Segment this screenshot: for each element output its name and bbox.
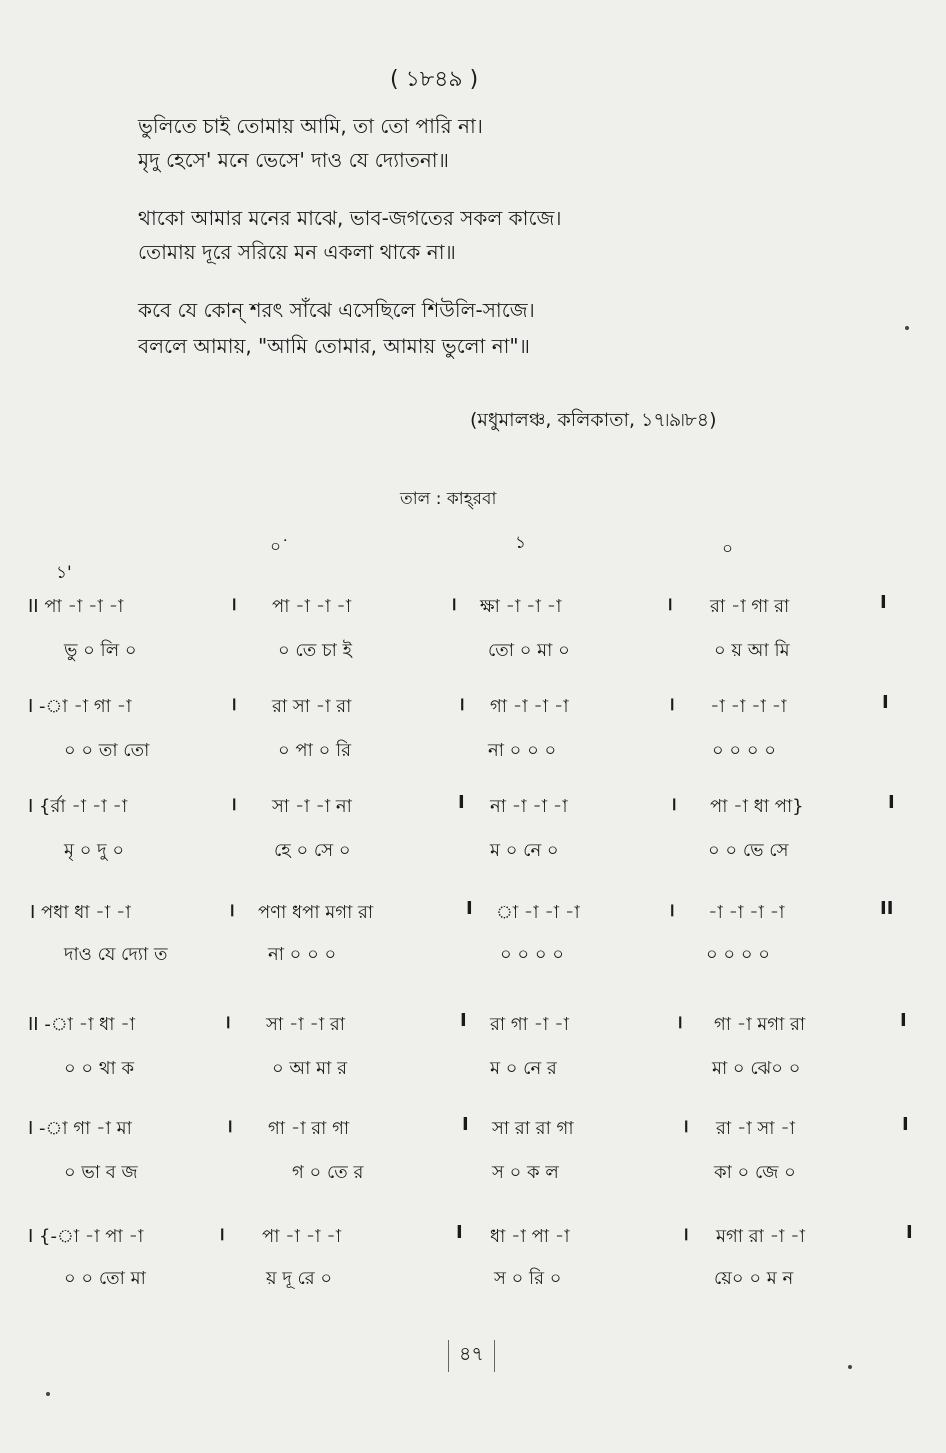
bar-line: I xyxy=(902,1114,909,1135)
swara-bar: না -া -া -া xyxy=(490,796,568,817)
bar-line: I xyxy=(880,592,887,613)
lyric-line: ভুলিতে চাই তোমায় আমি, তা তো পারি না। xyxy=(138,114,483,138)
swara-bar: সা -া -া না xyxy=(272,796,352,817)
syllables: ০ ০ থা ক xyxy=(64,1058,135,1079)
bar-line: । xyxy=(230,694,237,715)
bar-line: II xyxy=(880,898,894,919)
swara-bar: রা -া গা রা xyxy=(710,596,790,617)
syllables: দাও যে দ্যো ত xyxy=(64,944,168,965)
syllables: য় দূ রে ০ xyxy=(266,1268,333,1289)
syllables: ০ আ মা র xyxy=(272,1058,347,1079)
bar-line: I xyxy=(906,1222,913,1243)
swara-bar: পণা ধপা মগা রা xyxy=(258,902,374,923)
swara-bar: গা -া রা গা xyxy=(268,1118,350,1139)
syllables: ০ ০ ভে সে xyxy=(708,840,789,861)
syllables: ভু ০ লি ০ xyxy=(64,640,137,661)
bar-line: I xyxy=(462,1114,469,1135)
syllables: না ০ ০ ০ xyxy=(488,740,557,761)
lyric-line: তোমায় দূরে সরিয়ে মন একলা থাকে না॥ xyxy=(138,240,456,264)
swara-bar: পা -া -া -া xyxy=(272,596,352,617)
swara-bar: সা -া -া রা xyxy=(266,1014,346,1035)
bar-line: I xyxy=(888,792,895,813)
syllables: ০ ০ তা তো xyxy=(64,740,150,761)
bar-line: । xyxy=(226,1116,233,1137)
beat-mark: ০ xyxy=(722,539,734,559)
swara-bar: গা -া -া -া xyxy=(490,696,569,717)
syllables: মৃ ০ দু ০ xyxy=(64,840,125,861)
lyric-line: কবে যে কোন্ শরৎ সাঁঝে এসেছিলে শিউলি-সাজে। xyxy=(138,298,535,322)
swara-bar: রা -া সা -া xyxy=(716,1118,796,1139)
syllables: না ০ ০ ০ xyxy=(268,944,337,965)
source-citation: (মধুমালঞ্চ, কলিকাতা, ১৭৷৯৷৮৪) xyxy=(470,409,717,431)
lyric-line: থাকো আমার মনের মাঝে, ভাব-জগতের সকল কাজে। xyxy=(138,206,562,230)
paper-speck xyxy=(46,1392,50,1396)
bar-line: । xyxy=(218,1224,225,1245)
syllables: গ ০ তে র xyxy=(292,1162,364,1183)
bar-line: । xyxy=(682,1116,689,1137)
swara-bar: I -া গা -া মা xyxy=(28,1118,132,1139)
bar-line: । xyxy=(450,594,457,615)
swara-bar: -া -া -া -া xyxy=(708,902,785,923)
bar-line: । xyxy=(230,794,237,815)
paper-speck xyxy=(848,1365,852,1369)
swara-bar: -া -া -া -া xyxy=(710,696,787,717)
syllables: হে ০ সে ০ xyxy=(274,840,351,861)
bar-line: । xyxy=(458,694,465,715)
bar-line: । xyxy=(224,1012,231,1033)
swara-bar: ক্ষা -া -া -া xyxy=(480,596,562,617)
bar-line: । xyxy=(668,900,675,921)
bar-line: । xyxy=(228,900,235,921)
syllables: ০ পা ০ রি xyxy=(278,740,352,761)
bar-line: I xyxy=(458,792,465,813)
swara-bar: I -া -া গা -া xyxy=(28,696,132,717)
syllables: স ০ রি ০ xyxy=(494,1268,562,1289)
swara-bar: I পধা ধা -া -া xyxy=(30,902,131,923)
bar-line: । xyxy=(668,694,675,715)
bar-line: I xyxy=(900,1010,907,1031)
lyric-line: বললে আমায়, "আমি তোমার, আমায় ভুলো না"॥ xyxy=(138,334,530,358)
syllables: ম ০ নে ০ xyxy=(490,840,559,861)
syllables: ০ ০ তো মা xyxy=(64,1268,146,1289)
swara-bar: রা সা -া রা xyxy=(272,696,352,717)
page-number: ৪৭ xyxy=(448,1340,495,1372)
syllables: ০ ০ ০ ০ xyxy=(500,944,564,965)
swara-bar: II -া -া ধা -া xyxy=(28,1014,136,1035)
taal-heading: তাল : কাহ্‌রবা xyxy=(400,489,497,509)
lyric-line: মৃদু হেসে' মনে ভেসে' দাও যে দ্যোতনা॥ xyxy=(138,148,449,172)
beat-mark: ১' xyxy=(56,563,72,583)
bar-line: । xyxy=(670,794,677,815)
syllables: ০ য় আ মি xyxy=(714,640,790,661)
swara-bar: ধা -া পা -া xyxy=(490,1226,570,1247)
swara-bar: পা -া -া -া xyxy=(262,1226,342,1247)
swara-bar: পা -া ধা পা} xyxy=(710,796,804,817)
syllables: মা ০ ঝে০ ০ xyxy=(712,1058,801,1079)
syllables: ম ০ নে র xyxy=(490,1058,557,1079)
bar-line: । xyxy=(676,1012,683,1033)
syllables: তো ০ মা ০ xyxy=(488,640,570,661)
bar-line: I xyxy=(456,1222,463,1243)
bar-line: । xyxy=(230,594,237,615)
swara-bar: গা -া মগা রা xyxy=(714,1014,806,1035)
syllables: ০ ০ ০ ০ xyxy=(706,944,770,965)
swara-bar: া -া -া -া xyxy=(496,902,580,923)
syllables: ০ তে চা ই xyxy=(278,640,352,661)
swara-bar: রা গা -া -া xyxy=(490,1014,569,1035)
swara-bar: II পা -া -া -া xyxy=(28,596,124,617)
swara-bar: মগা রা -া -া xyxy=(716,1226,805,1247)
syllables: ০ ভা ব জ xyxy=(64,1162,138,1183)
paper-speck xyxy=(905,326,909,330)
bar-line: । xyxy=(682,1224,689,1245)
syllables: য়ে০ ০ ম ন xyxy=(714,1268,794,1289)
swara-bar: সা রা রা গা xyxy=(492,1118,574,1139)
bar-line: I xyxy=(882,692,889,713)
swara-bar: I {-া -া পা -া xyxy=(28,1226,144,1247)
bar-line: I xyxy=(460,1010,467,1031)
beat-mark: ১ xyxy=(515,533,527,553)
syllables: ০ ০ ০ ০ xyxy=(712,740,776,761)
beat-mark: ০˙ xyxy=(270,537,290,557)
syllables: স ০ ক ল xyxy=(492,1162,559,1183)
swara-bar: I {র্রা -া -া -া xyxy=(28,796,128,817)
syllables: কা ০ জে ০ xyxy=(714,1162,796,1183)
bar-line: । xyxy=(666,594,673,615)
song-number: ( ১৮৪৯ ) xyxy=(390,67,479,92)
bar-line: I xyxy=(466,898,473,919)
